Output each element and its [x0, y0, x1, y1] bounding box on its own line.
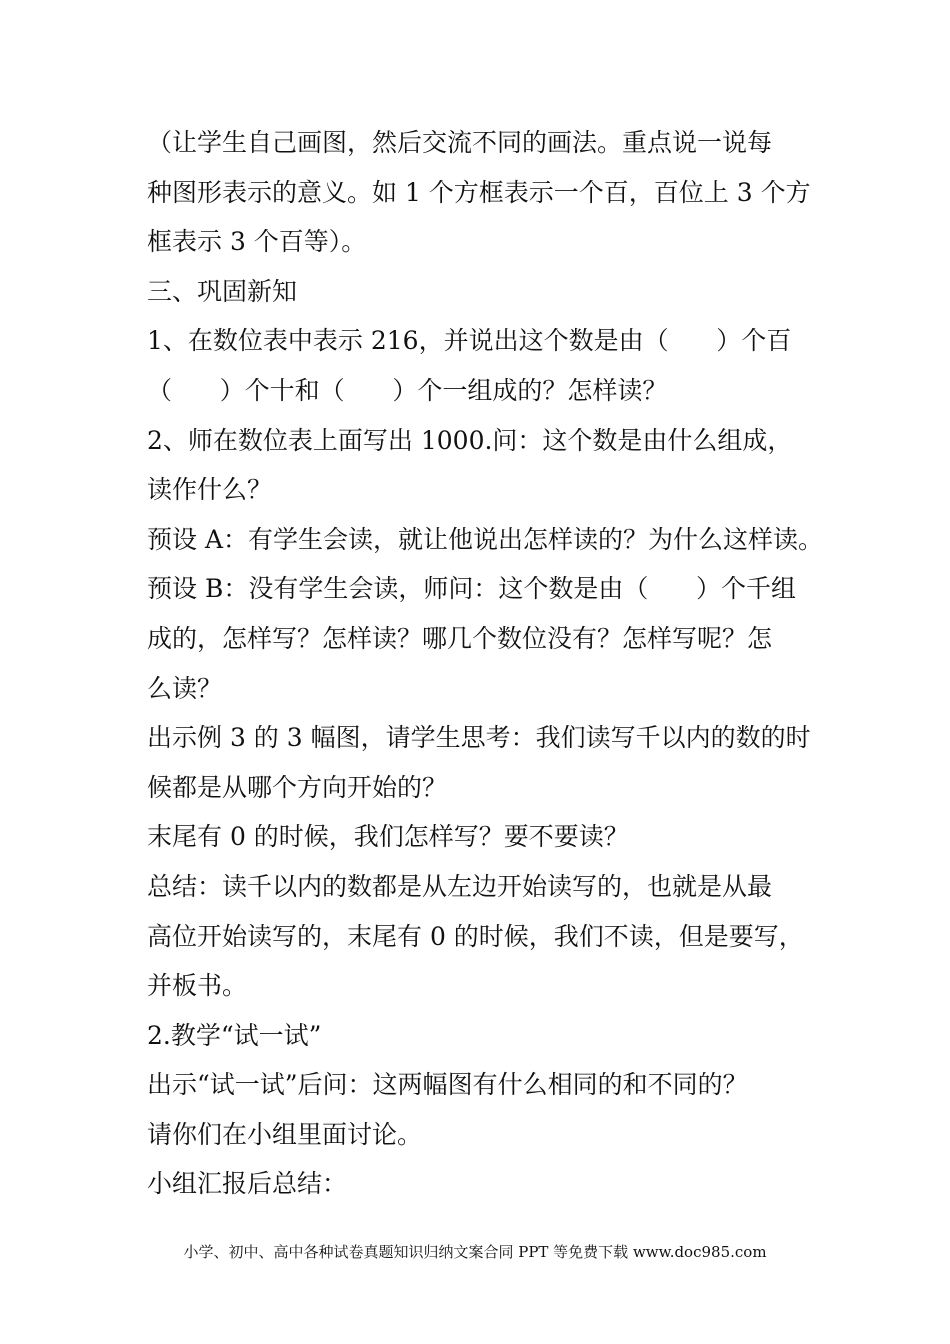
text-line: 候都是从哪个方向开始的？: [147, 772, 448, 802]
text-line: 2、师在数位表上面写出 1000.问：这个数是由什么组成，: [147, 425, 793, 455]
text-line: 末尾有 0 的时候，我们怎样写？要不要读？: [147, 822, 629, 852]
text-line: 成的，怎样写？怎样读？哪几个数位没有？怎样写呢？怎: [147, 623, 773, 653]
text-line: 请你们在小组里面讨论。: [147, 1119, 423, 1149]
page-footer: 小学、初中、高中各种试卷真题知识归纳文案合同 PPT 等免费下载 www.doc985.com: [183, 1243, 767, 1261]
subsection-heading: 2.教学“试一试”: [147, 1020, 322, 1050]
text-line: 框表示 3 个百等）。: [147, 227, 367, 257]
text-line: 预设 A：有学生会读，就让他说出怎样读的？为什么这样读。: [147, 524, 824, 554]
text-line: 高位开始读写的，末尾有 0 的时候，我们不读，但是要写，: [147, 921, 804, 951]
text-line: 出示“试一试”后问：这两幅图有什么相同的和不同的？: [147, 1070, 748, 1100]
document-body: [147, 118, 824, 1209]
text-line: 并板书。: [147, 971, 248, 1001]
text-line: 出示例 3 的 3 幅图，请学生思考：我们读写千以内的数的时: [147, 723, 811, 753]
text-line: 1、在数位表中表示 216，并说出这个数是由（ ）个百: [147, 326, 792, 356]
text-line: 读作什么？: [147, 475, 273, 505]
text-line: 种图形表示的意义。如 1 个方框表示一个百，百位上 3 个方: [147, 177, 811, 207]
text-line: 预设 B：没有学生会读，师问：这个数是由（ ）个千组: [147, 574, 797, 604]
text-line: （让学生自己画图，然后交流不同的画法。重点说一说每: [147, 128, 773, 157]
text-line: 小组汇报后总结：: [147, 1169, 348, 1199]
text-line: 总结：读千以内的数都是从左边开始读写的，也就是从最: [147, 871, 773, 901]
text-line: 么读？: [147, 673, 223, 703]
section-heading: 三、巩固新知: [147, 276, 298, 306]
text-line: （ ）个十和（ ）个一组成的？怎样读？: [147, 375, 668, 405]
